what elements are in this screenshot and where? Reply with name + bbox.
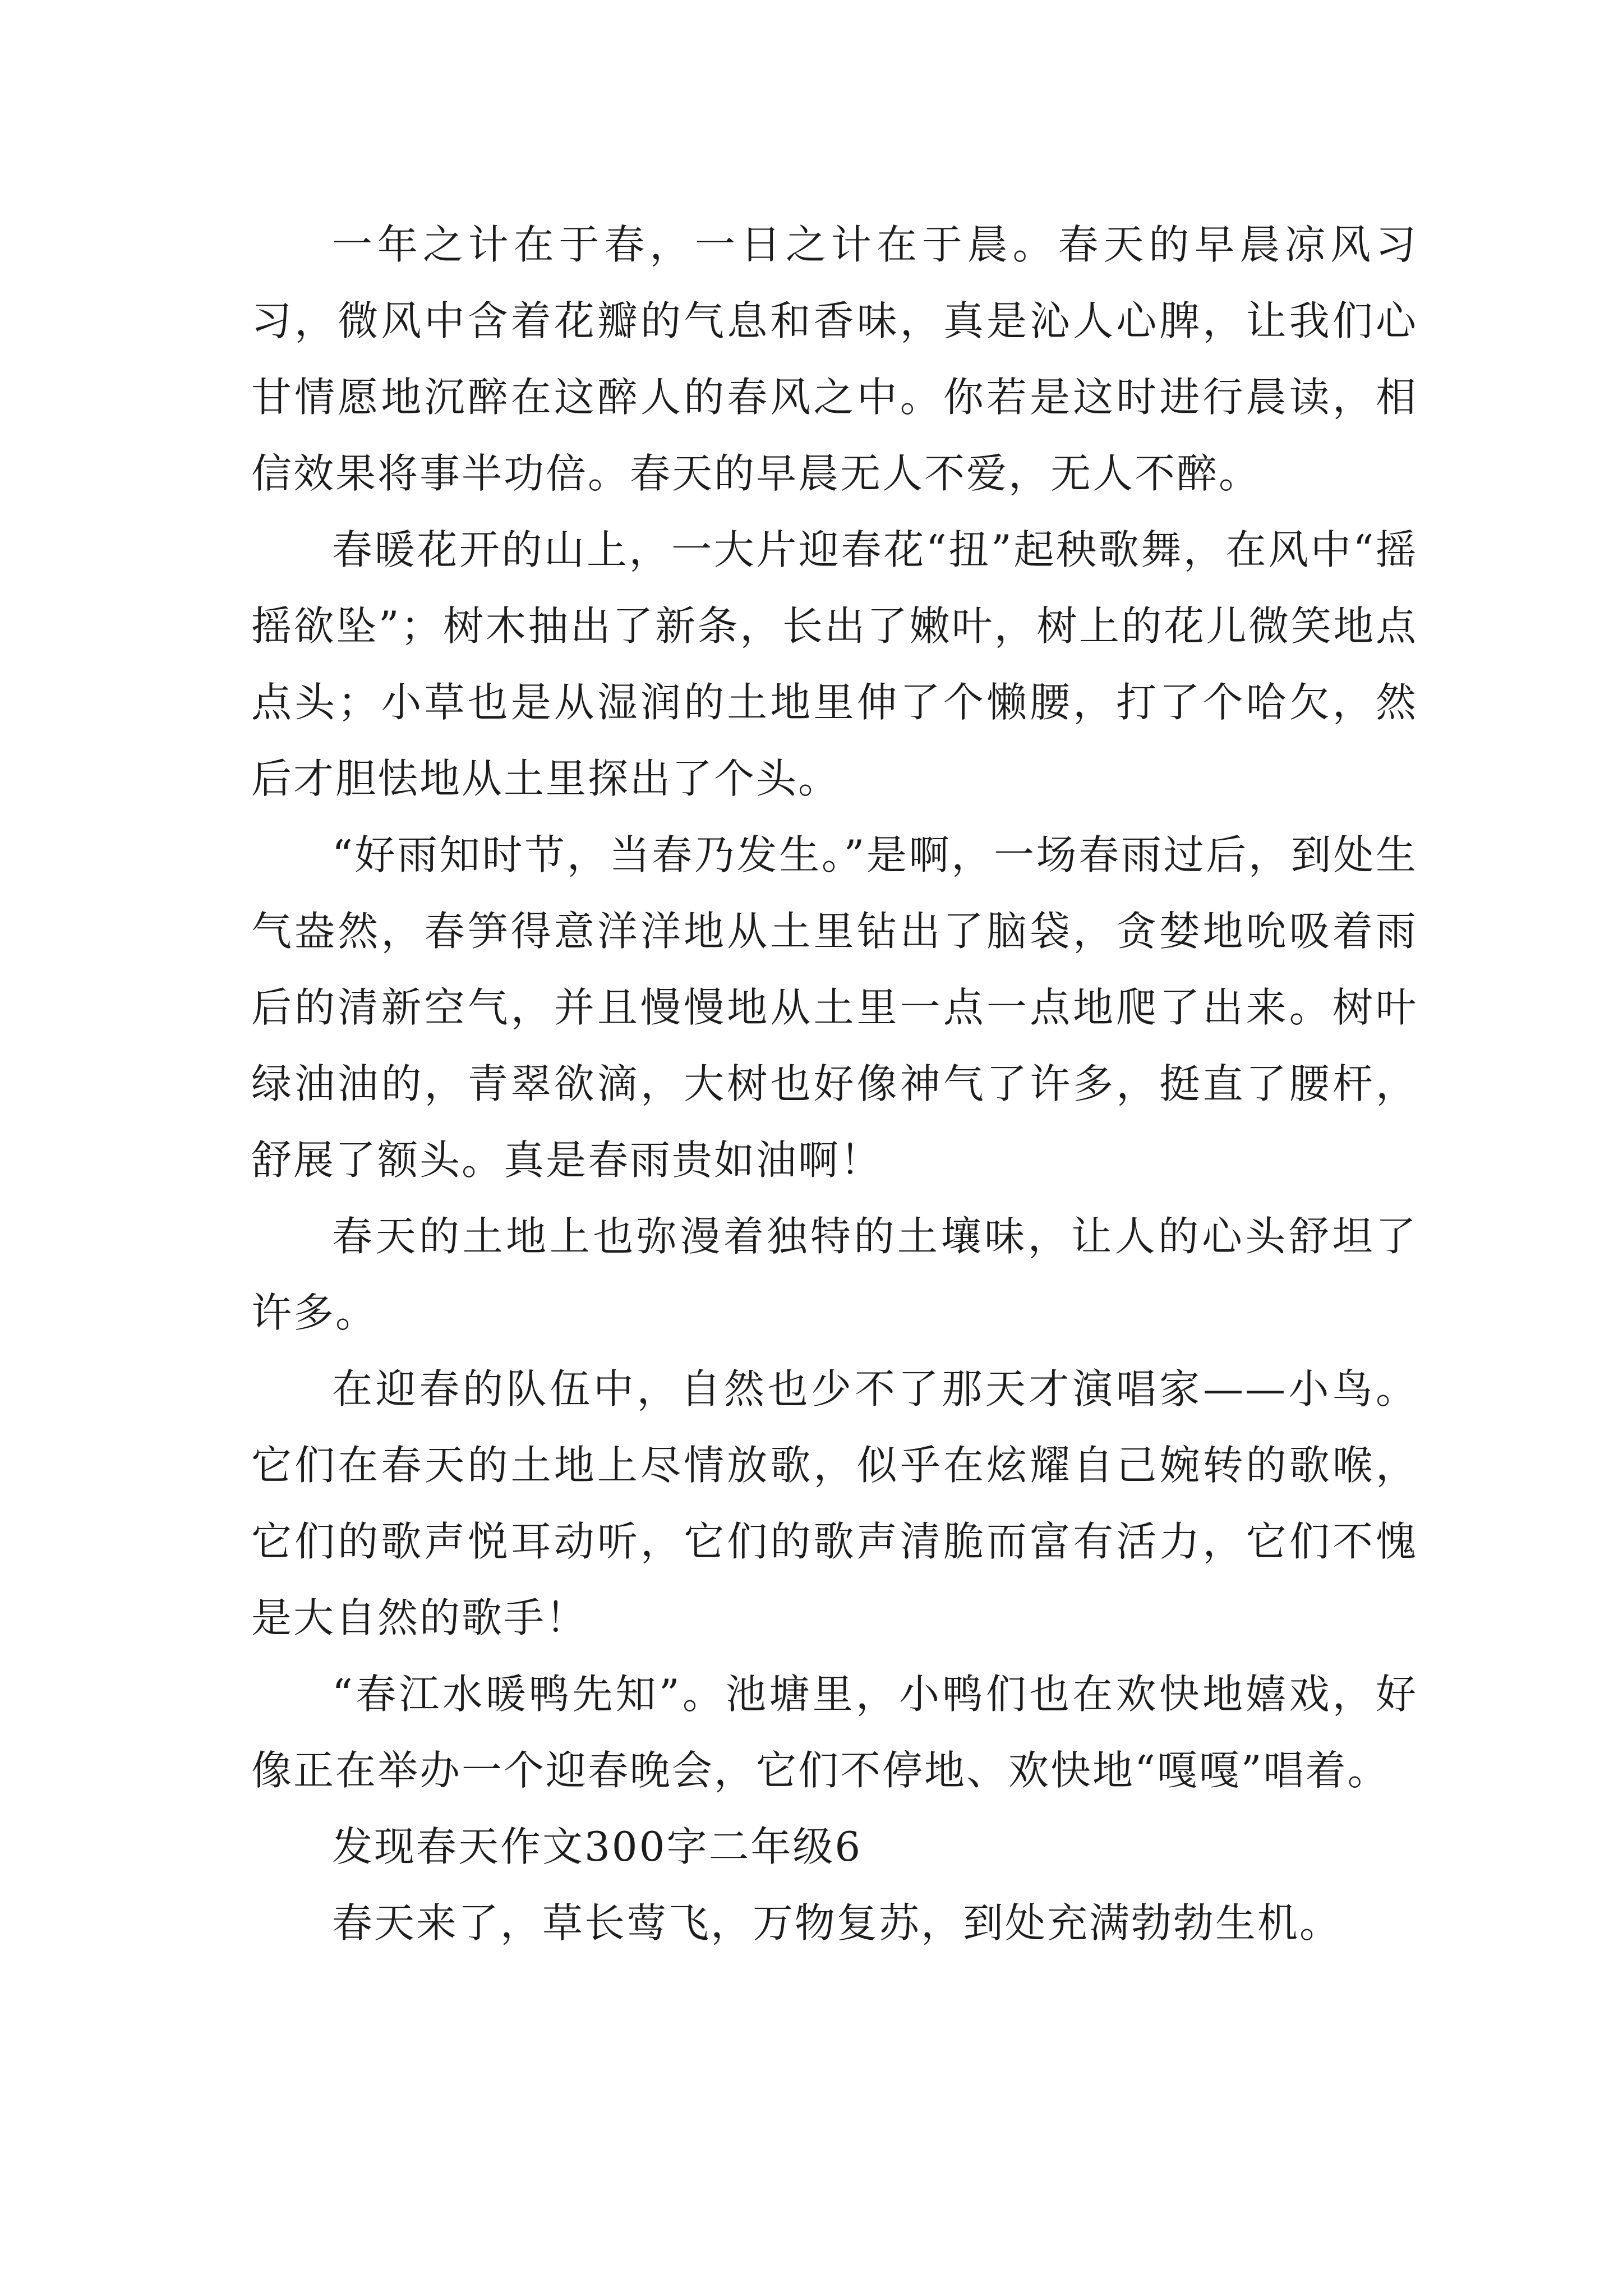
paragraph-mountain-flowers: 春暖花开的山上，一大片迎春花“扭”起秧歌舞，在风中“摇摇欲坠”；树木抽出了新条，长出了嫩叶，树上的花儿微笑地点点头；小草也是从湿润的土地里伸了个懒腰，打了个哈欠，然后才胆怯地从土里探出了个头。: [251, 526, 1418, 802]
paragraph-spring-rain: “好雨知时节，当春乃发生。”是啊，一场春雨过后，到处生气盎然，春笋得意洋洋地从土里钻出了脑袋，贪婪地吮吸着雨后的清新空气，并且慢慢地从土里一点一点地爬了出来。树叶绿油油的，青翠欲滴，大树也好像神气了许多，挺直了腰杆，舒展了额头。真是春雨贵如油啊！: [251, 831, 1418, 1184]
paragraph-birds: 在迎春的队伍中，自然也少不了那天才演唱家——小鸟。它们在春天的土地上尽情放歌，似乎在炫耀自己婉转的歌喉，它们的歌声悦耳动听，它们的歌声清脆而富有活力，它们不愧是大自然的歌手！: [251, 1365, 1418, 1641]
section-heading: 发现春天作文300字二年级6: [332, 1823, 863, 1870]
paragraph-morning: 一年之计在于春，一日之计在于晨。春天的早晨凉风习习，微风中含着花瓣的气息和香味，真是沁人心脾，让我们心甘情愿地沉醉在这醉人的春风之中。你若是这时进行晨读，相信效果将事半功倍。春天的早晨无人不爱，无人不醉。: [251, 221, 1418, 497]
paragraph-soil: 春天的土地上也弥漫着独特的土壤味，让人的心头舒坦了许多。: [251, 1213, 1418, 1336]
paragraph-ducks: “春江水暖鸭先知”。池塘里，小鸭们也在欢快地嬉戏，好像正在举办一个迎春晚会，它们不停地、欢快地“嘎嘎”唱着。: [251, 1671, 1418, 1794]
paragraph-spring-arrives: 春天来了，草长莺飞，万物复苏，到处充满勃勃生机。: [332, 1899, 1342, 1947]
document-body: [251, 206, 1418, 1961]
